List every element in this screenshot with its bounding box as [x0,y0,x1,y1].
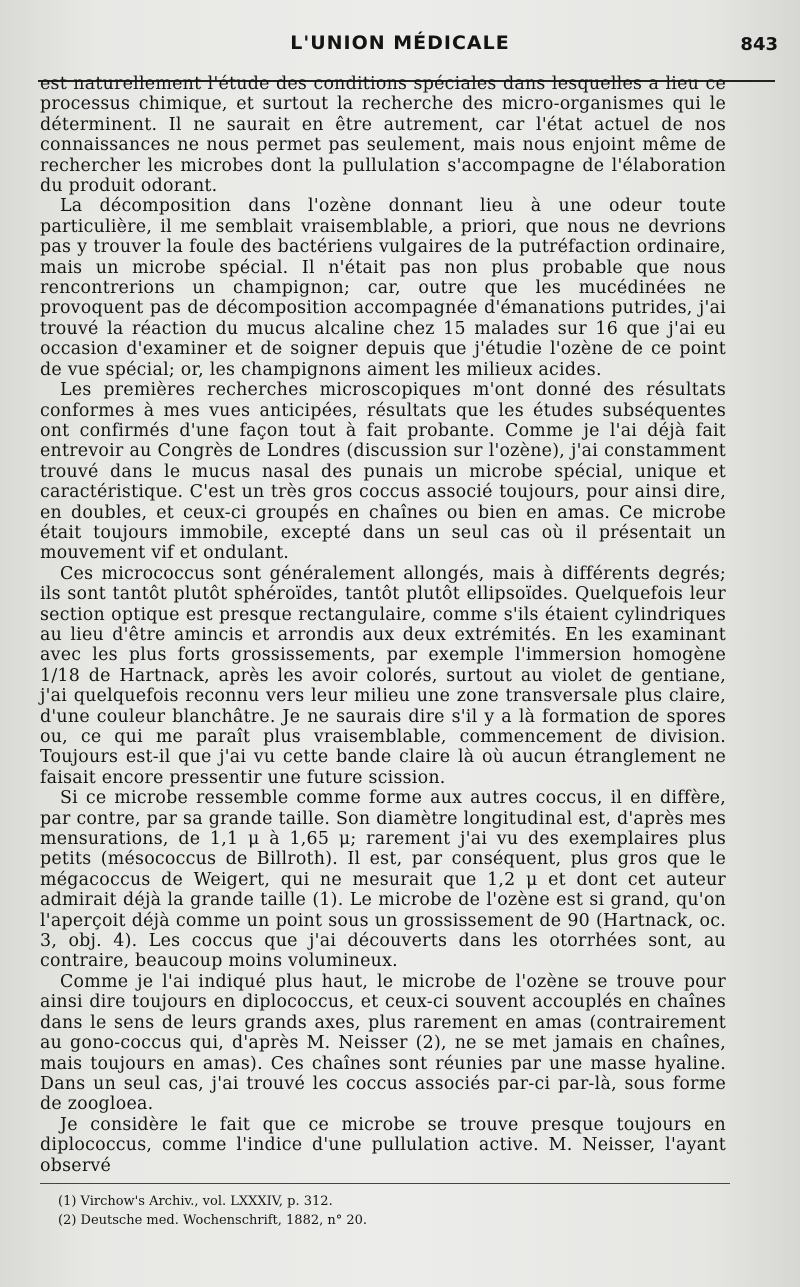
paragraph-2: La décomposition dans l'ozène donnant lieu à une odeur toute particulière, il me semblait vraisemblable, a priori, que nous ne devrions pas y trouver la foule des bactériens vulgaires de la putréfaction ordinaire, mais un microbe spécial. Il n'était pas non plus probable que nous rencontrerions un champignon; car, outre que les mucédinées ne provoquent pas de décomposition accompagnée d'émanations putrides, j'ai trouvé la réaction du mucus alcaline chez 15 malades sur 16 que j'ai eu occasion d'examiner et de soigner depuis que j'étudie l'ozène de ce point de vue spécial; or, les champignons aiment les milieux acides. [40,196,726,380]
footnotes [58,1192,718,1230]
page-number: 843 [740,34,778,55]
body-text [40,74,726,1176]
footnote-rule [40,1183,730,1184]
running-header [0,22,800,62]
paragraph-5: Si ce microbe ressemble comme forme aux autres coccus, il en diffère, par contre, par sa grande taille. Son diamètre longitudinal est, d'après mes mensurations, de 1,1 μ à 1,65 μ; rarement j'ai vu des exemplaires plus petits (mésococcus de Billroth). Il est, par conséquent, plus gros que le mégacoccus de Weigert, qui ne mesurait que 1,2 μ et dont cet auteur admirait déjà la grande taille (1). Le microbe de l'ozène est si grand, qu'on l'aperçoit déjà comme un point sous un grossissement de 90 (Hartnack, oc. 3, obj. 4). Les coccus que j'ai découverts dans les otorrhées sont, au contraire, beaucoup moins volumineux. [40,788,726,972]
paragraph-6: Comme je l'ai indiqué plus haut, le microbe de l'ozène se trouve pour ainsi dire toujours en diplococcus, et ceux-ci souvent accouplés en chaînes dans le sens de leurs grands axes, plus rarement en amas (contrairement au gono-coccus qui, d'après M. Neisser (2), ne se met jamais en chaînes, mais toujours en amas). Ces chaînes sont réunies par une masse hyaline. Dans un seul cas, j'ai trouvé les coccus associés par-ci par-là, sous forme de zoogloea. [40,971,726,1115]
paragraph-4: Ces micrococcus sont généralement allongés, mais à différents degrés; ils sont tantôt plutôt sphéroïdes, tantôt plutôt ellipsoïdes. Quelquefois leur section optique est presque rectangulaire, comme s'ils étaient cylindriques au lieu d'être amincis et arrondis aux deux extrémités. En les examinant avec les plus forts grossissements, par exemple l'immersion homogène 1/18 de Hartnack, après les avoir colorés, surtout au violet de gentiane, j'ai quelquefois reconnu vers leur milieu une zone transversale plus claire, d'une couleur blanchâtre. Je ne saurais dire s'il y a là formation de spores ou, ce qui me paraît plus vraisemblable, commencement de division. Toujours est-il que j'ai vu cette bande claire là où aucun étranglement ne faisait encore pressentir une future scission. [40,563,726,788]
running-title: L'UNION MÉDICALE [290,32,510,54]
paragraph-7: Je considère le fait que ce microbe se trouve presque toujours en diplococcus, comme l'indice d'une pullulation active. M. Neisser, l'ayant observé [40,1114,726,1176]
paragraph-3: Les premières recherches microscopiques m'ont donné des résultats conformes à mes vues anticipées, résultats que les études subséquentes ont confirmés d'une façon tout à fait probante. Comme je l'ai déjà fait entrevoir au Congrès de Londres (discussion sur l'ozène), j'ai constamment trouvé dans le mucus nasal des punais un microbe spécial, unique et caractéristique. C'est un très gros coccus associé toujours, pour ainsi dire, en doubles, et ceux-ci groupés en chaînes ou bien en amas. Ce microbe était toujours immobile, excepté dans un seul cas où il présentait un mouvement vif et ondulant. [40,380,726,564]
paragraph-1: est naturellement l'étude des conditions spéciales dans lesquelles a lieu ce processus chimique, et surtout la recherche des micro-organismes qui le déterminent. Il ne saurait en être autrement, car l'état actuel de nos connaissances ne nous permet pas seulement, mais nous enjoint même de rechercher les microbes dont la pullulation s'accompagne de l'élaboration du produit odorant. [40,74,726,197]
footnote-1: (1) Virchow's Archiv., vol. LXXXIV, p. 312. [58,1194,333,1209]
footnote-2: (2) Deutsche med. Wochenschrift, 1882, n° 20. [58,1213,368,1228]
